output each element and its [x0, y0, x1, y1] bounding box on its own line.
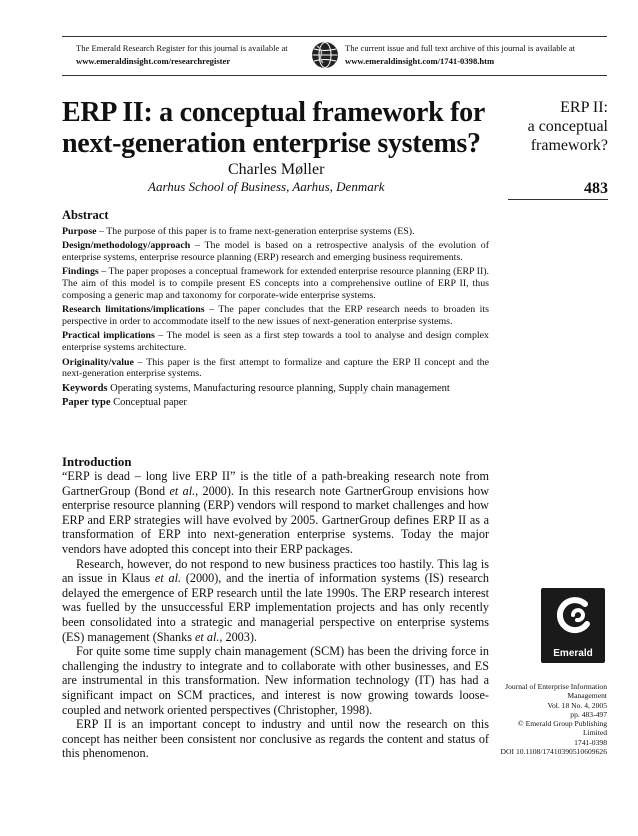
journal-name-cont: Management — [567, 691, 607, 701]
journal-citation — [495, 682, 607, 756]
section-label: Findings — [62, 266, 99, 278]
emerald-logo-text: Emerald — [553, 648, 593, 659]
research-register-text: The Emerald Research Register for this journal is available at — [76, 43, 288, 53]
journal-name: Journal of Enterprise Information — [505, 682, 607, 691]
author-affiliation: Aarhus School of Business, Aarhus, Denmark — [148, 179, 385, 194]
full-text-archive-link[interactable]: www.emeraldinsight.com/1741-0398.htm — [345, 56, 495, 66]
paper-type — [62, 397, 489, 409]
journal-issn: 1741-0398 — [574, 737, 607, 747]
keywords-text: Operating systems, Manufacturing resource planning, Supply chain management — [107, 382, 450, 394]
abstract-originality — [62, 357, 489, 380]
paragraph: For quite some time supply chain management (SCM) has been the driving force in challenging the industry to integrate and to collaborate with other businesses, and ES are instrumental in this transformation. New information technology (IT) has had a significant impact on SCM practices, and interest is now growing towards loose-coupled and network oriented perspectives (Christopher, 1998). — [62, 644, 489, 717]
research-register-notice — [76, 42, 288, 68]
text-run-italic: et al. — [195, 629, 220, 644]
journal-doi[interactable]: DOI 10.1108/17410390510609626 — [500, 747, 607, 757]
paragraph — [62, 557, 489, 645]
running-title — [508, 98, 608, 155]
paragraph: ERP II is an important concept to industry and until now the research on this concept has neither been consistent nor conclusive as regards the content and status of this phenomenon. — [62, 717, 489, 761]
introduction-section — [62, 455, 489, 761]
research-register-link[interactable]: www.emeraldinsight.com/researchregister — [76, 56, 231, 66]
paragraph — [62, 469, 489, 557]
journal-pages: pp. 483-497 — [570, 709, 607, 719]
section-text: – The paper proposes a conceptual framework for extended enterprise resource planning (ERP II). The aim of this model is to compile present ES concepts into a comprehensive outline of ERP II, thus composing a generic map and taxonomy for corporate-wide enterprise systems. — [62, 266, 489, 301]
abstract-limitations — [62, 304, 489, 327]
section-text: – The paper concludes that the ERP research needs to broaden its perspective in order to accommodate itself to the new issues of next-generation enterprise systems. — [62, 304, 489, 327]
page-number: 483 — [584, 180, 608, 197]
journal-copyright: © Emerald Group Publishing Limited — [517, 719, 607, 738]
abstract-heading: Abstract — [62, 208, 109, 222]
emerald-logo-icon — [541, 588, 605, 663]
paper-type-text: Conceptual paper — [110, 397, 187, 409]
journal-volume: Vol. 18 No. 4, 2005 — [547, 700, 607, 710]
running-title-line: framework? — [530, 137, 608, 154]
abstract-practical — [62, 330, 489, 353]
text-run-italic: et al. — [154, 571, 182, 586]
abstract — [62, 210, 489, 412]
abstract-design — [62, 240, 489, 263]
text-run: , 2003). — [219, 629, 257, 644]
margin-divider — [508, 199, 608, 200]
section-text: – The purpose of this paper is to frame next-generation enterprise systems (ES). — [96, 225, 415, 237]
running-title-line: ERP II: — [560, 99, 608, 116]
section-label: Purpose — [62, 225, 97, 237]
journal-header — [62, 36, 607, 76]
section-label: Design/methodology/approach — [62, 240, 191, 252]
section-label: Research limitations/implications — [62, 304, 205, 316]
section-label: Practical implications — [62, 330, 155, 342]
running-title-line: a conceptual — [527, 118, 608, 135]
keywords-label: Keywords — [62, 382, 108, 394]
section-label: Originality/value — [62, 356, 134, 368]
section-text: – The model is seen as a first step towards a tool to analyse and design complex enterprise systems architecture. — [62, 330, 489, 353]
section-text: – The model is based on a retrospective analysis of the evolution of enterprise systems, enterprise resource planning (ERP) research and emerging business requirements. — [62, 240, 489, 263]
introduction-heading: Introduction — [62, 455, 132, 469]
full-text-archive-text: The current issue and full text archive of this journal is available at — [345, 43, 576, 53]
text-run: , 2000). In this research note GartnerGroup envisions how enterprise resource planning (ERP) vendors will respond to market challenges and how ERP and ERP strategies will have evolved by 2005. GartnerGroup defines ERP II as a transformation of ERP into next-generation enterprise systems. Today the major vendors have adopted this concept into their ERP packages. — [62, 483, 489, 556]
text-run: Research, however, do not respond to new business practices too hastily. This lag is an issue in Klaus — [62, 556, 489, 586]
keywords — [62, 383, 489, 395]
abstract-purpose — [62, 226, 489, 238]
full-text-archive-notice — [345, 42, 575, 68]
emerald-swirl-icon — [541, 588, 605, 644]
section-text: – This paper is the first attempt to formalize and capture the ERP II concept and the next-generation enterprise systems. — [62, 356, 489, 380]
paper-title: ERP II: a conceptual framework for next-generation enterprise systems? — [62, 97, 485, 159]
author-name: Charles Møller — [228, 161, 325, 178]
text-run: “ERP is dead – long live ERP II” is the title of a path-breaking research note from GartnerGroup (Bond — [62, 469, 489, 498]
text-run-italic: et al. — [169, 483, 196, 498]
abstract-findings — [62, 266, 489, 301]
paper-type-label: Paper type — [62, 397, 111, 409]
globe-icon — [311, 41, 339, 69]
text-run: (2000), and the inertia of information systems (IS) research delayed the emergence of ERP research until the late 1990s. The ERP research interest was fuelled by the unsuccessful ERP implementation projects and has only recently been consolidated into a strategic and managerial perspective on enterprise systems (ES) management (Shanks — [62, 571, 489, 644]
